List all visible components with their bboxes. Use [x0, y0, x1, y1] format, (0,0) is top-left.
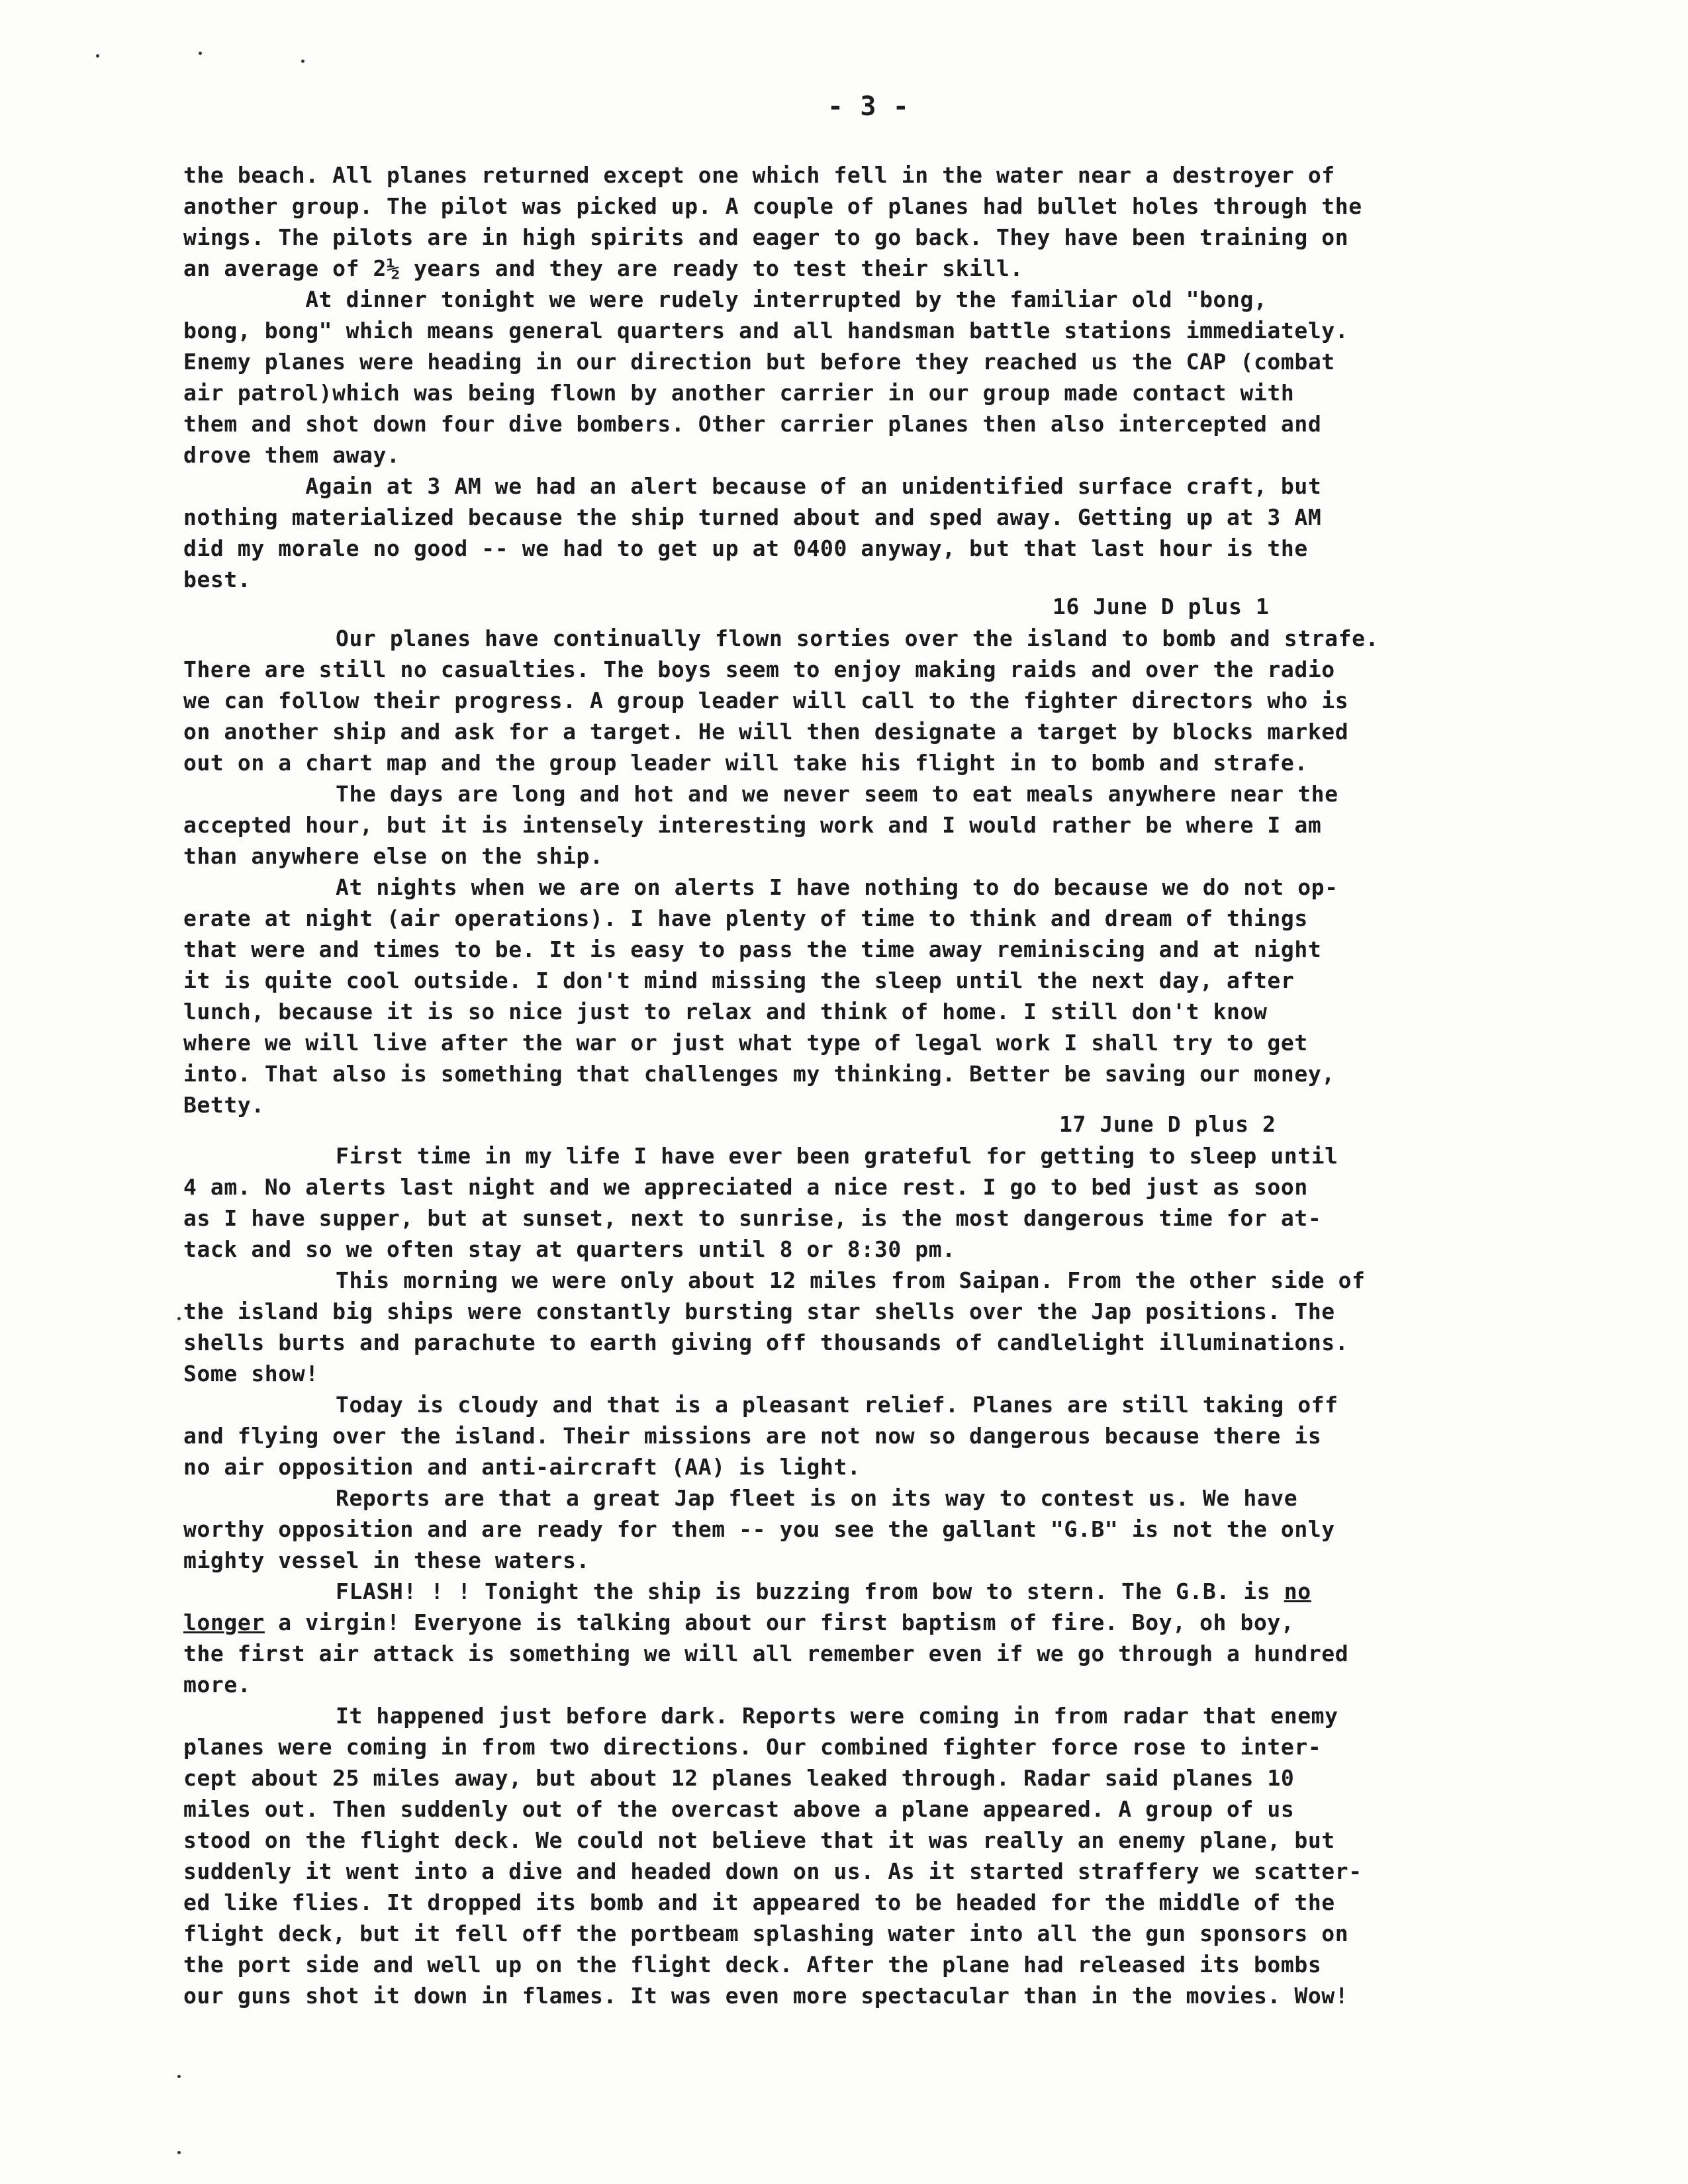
text-line: did my morale no good -- we had to get up at 0400 anyway, but that last hour is the	[183, 535, 1308, 561]
scan-speck	[177, 2075, 181, 2078]
scan-speck	[96, 54, 99, 58]
text-line: than anywhere else on the ship.	[183, 843, 604, 869]
text-line: The days are long and hot and we never seem to eat meals anywhere near the	[336, 781, 1338, 807]
scan-speck	[177, 2151, 181, 2154]
underlined-longer: longer	[183, 1610, 265, 1635]
text-line: the island big ships were constantly bursting star shells over the Jap positions. The	[183, 1298, 1335, 1324]
text-line: the beach. All planes returned except one which fell in the water near a destroyer of	[183, 162, 1335, 188]
text-line: no air opposition and anti-aircraft (AA) is light.	[183, 1454, 861, 1480]
text-line: best.	[183, 567, 252, 592]
text-line: It happened just before dark. Reports were coming in from radar that enemy	[336, 1703, 1338, 1729]
scan-speck	[199, 52, 202, 55]
underlined-no: no	[1284, 1578, 1311, 1604]
text-line-rest: a virgin! Everyone is talking about our first baptism of fire. Boy, oh boy,	[264, 1610, 1295, 1635]
text-line: At nights when we are on alerts I have nothing to do because we do not op-	[336, 874, 1338, 900]
text-line: them and shot down four dive bombers. Other carrier planes then also intercepted and	[183, 411, 1322, 437]
text-line: that were and times to be. It is easy to pass the time away reminiscing and at night	[183, 936, 1322, 962]
text-line: lunch, because it is so nice just to relax and think of home. I still don't know	[183, 999, 1268, 1024]
flash-line	[336, 1580, 1311, 1602]
text-line: ed like flies. It dropped its bomb and it appeared to be headed for the middle of the	[183, 1889, 1335, 1915]
text-line: shells burts and parachute to earth giving off thousands of candlelight illuminations.	[183, 1330, 1349, 1355]
text-line: stood on the flight deck. We could not believe that it was really an enemy plane, but	[183, 1827, 1335, 1853]
text-line: our guns shot it down in flames. It was even more spectacular than in the movies. Wow!	[183, 1983, 1349, 2009]
text-line: the port side and well up on the flight deck. After the plane had released its bombs	[183, 1952, 1322, 1978]
text-line: Again at 3 AM we had an alert because of an unidentified surface craft, but	[183, 473, 1322, 499]
text-line: worthy opposition and are ready for them -- you see the gallant "G.B" is not the only	[183, 1516, 1335, 1542]
text-line: miles out. Then suddenly out of the overcast above a plane appeared. A group of us	[183, 1796, 1295, 1822]
text-line: and flying over the island. Their missions are not now so dangerous because there is	[183, 1423, 1322, 1449]
text-line: as I have supper, but at sunset, next to sunrise, is the most dangerous time for at-	[183, 1205, 1322, 1231]
text-line: drove them away.	[183, 442, 400, 468]
text-line: Our planes have continually flown sorties over the island to bomb and strafe.	[336, 625, 1380, 651]
text-line: another group. The pilot was picked up. A couple of planes had bullet holes through the	[183, 193, 1362, 219]
text-line: Enemy planes were heading in our direction but before they reached us the CAP (combat	[183, 349, 1335, 375]
text-line: Reports are that a great Jap fleet is on its way to contest us. We have	[336, 1485, 1298, 1511]
text-line: planes were coming in from two directions. Our combined fighter force rose to inter-	[183, 1734, 1322, 1760]
text-line: bong, bong" which means general quarters and all handsman battle stations immediately.	[183, 318, 1349, 343]
text-line: There are still no casualties. The boys seem to enjoy making raids and over the radio	[183, 657, 1335, 682]
date-heading: 17 June D plus 2	[1059, 1111, 1276, 1137]
scan-speck	[301, 60, 305, 63]
text-line: At dinner tonight we were rudely interrupted by the familiar old "bong,	[183, 287, 1268, 312]
text-line: tack and so we often stay at quarters until 8 or 8:30 pm.	[183, 1236, 956, 1262]
text-line: Some show!	[183, 1361, 319, 1387]
flash-text: FLASH! ! ! Tonight the ship is buzzing from bow to stern. The G.B. is	[336, 1578, 1284, 1604]
text-line: 4 am. No alerts last night and we appreciated a nice rest. I go to bed just as soon	[183, 1174, 1308, 1200]
text-line: suddenly it went into a dive and headed down on us. As it started straffery we scatter-	[183, 1858, 1362, 1884]
text-line: This morning we were only about 12 miles from Saipan. From the other side of	[336, 1267, 1366, 1293]
text-line: erate at night (air operations). I have plenty of time to think and dream of things	[183, 905, 1308, 931]
text-line: flight deck, but it fell off the portbeam splashing water into all the gun sponsors on	[183, 1921, 1349, 1946]
text-line: nothing materialized because the ship turned about and sped away. Getting up at 3 AM	[183, 504, 1322, 530]
date-heading: 16 June D plus 1	[1053, 594, 1270, 619]
text-line: out on a chart map and the group leader will take his flight in to bomb and strafe.	[183, 750, 1308, 776]
page-number: - 3 -	[827, 91, 910, 122]
scan-speck	[177, 1317, 181, 1320]
text-line: on another ship and ask for a target. He will then designate a target by blocks marked	[183, 719, 1349, 745]
text-line: an average of 2½ years and they are ready to test their skill.	[183, 255, 1023, 281]
text-line: First time in my life I have ever been grateful for getting to sleep until	[336, 1143, 1338, 1169]
text-line: wings. The pilots are in high spirits and eager to go back. They have been training on	[183, 224, 1349, 250]
text-line	[183, 1612, 1294, 1633]
text-line: Today is cloudy and that is a pleasant relief. Planes are still taking off	[336, 1392, 1338, 1418]
text-line: the first air attack is something we will all remember even if we go through a hundred	[183, 1641, 1349, 1666]
text-line: mighty vessel in these waters.	[183, 1547, 590, 1573]
text-line: it is quite cool outside. I don't mind missing the sleep until the next day, after	[183, 968, 1295, 993]
text-line: Betty.	[183, 1092, 265, 1118]
text-line: accepted hour, but it is intensely interesting work and I would rather be where I am	[183, 812, 1322, 838]
text-line: more.	[183, 1672, 252, 1698]
text-line: cept about 25 miles away, but about 12 planes leaked through. Radar said planes 10	[183, 1765, 1295, 1791]
text-line: we can follow their progress. A group leader will call to the fighter directors who is	[183, 688, 1349, 713]
text-line: into. That also is something that challenges my thinking. Better be saving our money,	[183, 1061, 1335, 1087]
text-line: air patrol)which was being flown by another carrier in our group made contact with	[183, 380, 1295, 406]
text-line: where we will live after the war or just what type of legal work I shall try to get	[183, 1030, 1308, 1056]
